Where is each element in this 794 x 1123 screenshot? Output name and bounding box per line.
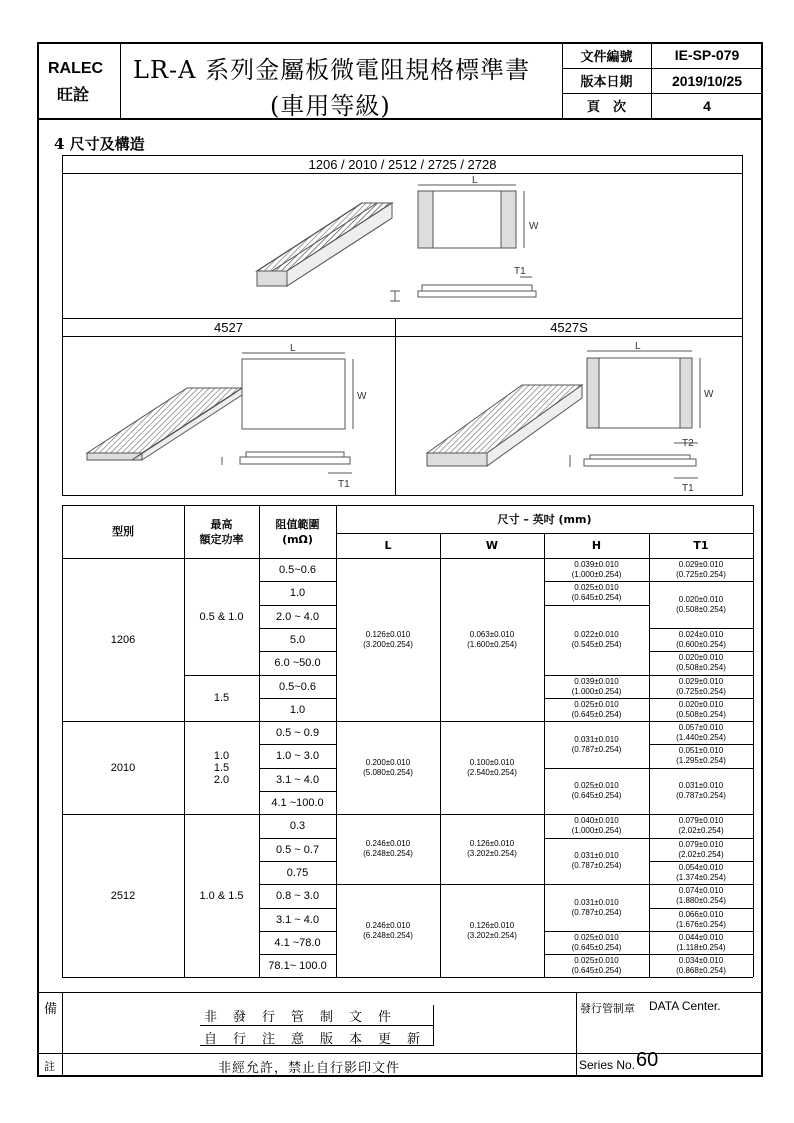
type-cell: 2010	[110, 761, 136, 774]
dim-label-T2-4527s: T2	[682, 438, 694, 449]
dim-label-T1-4527s: T1	[682, 483, 694, 494]
L-cell: 0.246±0.010 (6.248±0.254)	[363, 920, 413, 940]
header-power: 最高 額定功率	[199, 517, 244, 546]
figure-caption-4527s: 4527S	[550, 319, 588, 335]
W-cell: 0.126±0.010 (3.202±0.254)	[467, 920, 517, 940]
H-cell: 0.022±0.010 (0.545±0.254)	[571, 630, 622, 649]
range-cell: 3.1 ~ 4.0	[275, 773, 320, 786]
header-L: L	[384, 539, 392, 552]
page-label: 頁 次	[586, 100, 626, 115]
range-cell: 0.5 ~ 0.9	[275, 726, 320, 739]
H-cell: 0.031±0.010 (0.787±0.254)	[571, 897, 622, 917]
range-cell: 0.75	[286, 866, 309, 879]
page-value: 4	[703, 97, 711, 114]
series-label: Series No.	[579, 1058, 636, 1072]
power-cell: 0.5 & 1.0	[199, 610, 244, 623]
range-cell: 0.5~0.6	[278, 563, 316, 576]
W-cell: 0.126±0.010 (3.202±0.254)	[467, 839, 517, 858]
range-cell: 78.1~ 100.0	[268, 959, 327, 972]
range-cell: 0.8 ~ 3.0	[275, 890, 320, 902]
remarks-label: 備	[44, 1002, 58, 1017]
notice-line-1: 非發行管制文件	[204, 1010, 408, 1025]
dim-label-W-top: W	[529, 221, 539, 232]
range-cell: 1.0	[289, 587, 306, 599]
dim-label-L-4527: L	[290, 343, 296, 354]
header-T1: T1	[693, 539, 709, 552]
W-cell: 0.100±0.010 (2.540±0.254)	[467, 757, 517, 777]
T1-cell: 0.057±0.010 (1.440±0.254)	[676, 722, 726, 742]
H-cell: 0.039±0.010 (1.000±0.254)	[571, 559, 622, 579]
range-cell: 1.0	[289, 703, 306, 716]
header-H: H	[591, 539, 602, 552]
T1-cell: 0.044±0.010 (1.118±0.254)	[676, 932, 726, 952]
power-cell: 1.0 1.5 2.0	[213, 749, 230, 786]
dim-label-T1-top: T1	[514, 266, 526, 277]
H-cell: 0.025±0.010 (0.645±0.254)	[571, 699, 622, 719]
T1-cell: 0.024±0.010 (0.600±0.254)	[676, 629, 726, 649]
stamp-value: DATA Center.	[649, 999, 721, 1013]
H-cell: 0.025±0.010 (0.645±0.254)	[571, 955, 622, 975]
T1-cell: 0.020±0.010 (0.508±0.254)	[676, 653, 726, 672]
T1-cell: 0.074±0.010 (1.880±0.254)	[676, 886, 726, 905]
figure-caption-top: 1206 / 2010 / 2512 / 2725 / 2728	[308, 156, 497, 172]
power-cell: 1.5	[213, 692, 230, 704]
header-W: W	[485, 539, 499, 552]
range-cell: 6.0 ~50.0	[274, 657, 321, 669]
range-cell: 0.5 ~ 0.7	[275, 843, 320, 856]
L-cell: 0.246±0.010 (6.248±0.254)	[363, 839, 413, 858]
header-range: 阻值範圍 (mΩ)	[275, 517, 320, 546]
H-cell: 0.039±0.010 (1.000±0.254)	[571, 676, 622, 696]
header-dimensions: 尺寸 – 英吋 (mm)	[497, 512, 592, 526]
company-name-zh: 旺詮	[57, 85, 90, 104]
H-cell: 0.040±0.010 (1.000±0.254)	[571, 816, 622, 835]
doc-no-label: 文件編號	[580, 49, 633, 65]
W-cell: 0.063±0.010 (1.600±0.254)	[467, 629, 517, 649]
T1-cell: 0.079±0.010 (2.02±0.254)	[678, 816, 724, 835]
copy-notice: 非經允許，禁止自行影印文件	[218, 1061, 401, 1076]
document-title: LR-A 系列金屬板微電阻規格標準書	[133, 56, 531, 84]
H-cell: 0.031±0.010 (0.787±0.254)	[571, 734, 622, 754]
T1-cell: 0.066±0.010 (1.676±0.254)	[676, 909, 726, 929]
notice-line-2: 自行注意版本更新	[204, 1032, 437, 1047]
T1-cell: 0.020±0.010 (0.508±0.254)	[676, 594, 726, 614]
type-cell: 1206	[110, 633, 136, 646]
L-cell: 0.200±0.010 (5.080±0.254)	[363, 757, 413, 777]
T1-cell: 0.051±0.010 (1.295±0.254)	[676, 746, 726, 765]
H-cell: 0.025±0.010 (0.645±0.254)	[571, 583, 622, 602]
T1-cell: 0.034±0.010 (0.868±0.254)	[676, 955, 726, 975]
dim-label-L-4527s: L	[635, 341, 641, 352]
dim-label-L-top: L	[472, 175, 478, 186]
range-cell: 1.0 ~ 3.0	[275, 750, 320, 762]
T1-cell: 0.029±0.010 (0.725±0.254)	[676, 676, 726, 696]
section-title: 4 尺寸及構造	[54, 135, 145, 153]
figure-caption-4527: 4527	[214, 319, 243, 335]
range-cell: 4.1 ~100.0	[271, 796, 324, 809]
range-cell: 0.3	[289, 820, 306, 832]
H-cell: 0.025±0.010 (0.645±0.254)	[571, 781, 622, 800]
H-cell: 0.025±0.010 (0.645±0.254)	[571, 932, 622, 952]
header-type: 型別	[112, 525, 134, 538]
L-cell: 0.126±0.010 (3.200±0.254)	[363, 629, 413, 649]
dim-label-T1-4527: T1	[338, 479, 350, 490]
note-label: 註	[44, 1060, 55, 1073]
T1-cell: 0.031±0.010 (0.787±0.254)	[676, 781, 726, 800]
range-cell: 5.0	[289, 633, 306, 646]
dim-label-W-4527s: W	[704, 389, 714, 400]
range-cell: 2.0 ~ 4.0	[275, 610, 320, 623]
T1-cell: 0.029±0.010 (0.725±0.254)	[676, 559, 726, 579]
T1-cell: 0.054±0.010 (1.374±0.254)	[676, 862, 726, 882]
type-cell: 2512	[110, 889, 136, 902]
doc-no-value: IE-SP-079	[674, 47, 740, 63]
range-cell: 4.1 ~78.0	[274, 936, 321, 949]
version-label: 版本日期	[580, 75, 633, 90]
series-number: 60	[636, 1049, 659, 1071]
document-subtitle: (車用等級)	[270, 92, 391, 120]
range-cell: 0.5~0.6	[278, 680, 316, 693]
H-cell: 0.031±0.010 (0.787±0.254)	[571, 851, 622, 870]
power-cell: 1.0 & 1.5	[199, 889, 244, 902]
range-cell: 3.1 ~ 4.0	[275, 913, 320, 926]
T1-cell: 0.020±0.010 (0.508±0.254)	[676, 699, 726, 719]
company-name-en: RALEC	[48, 60, 104, 77]
stamp-label: 發行管制章	[580, 1002, 635, 1015]
version-value: 2019/10/25	[671, 72, 743, 89]
dim-label-W-4527: W	[357, 391, 367, 402]
T1-cell: 0.079±0.010 (2.02±0.254)	[678, 839, 724, 859]
